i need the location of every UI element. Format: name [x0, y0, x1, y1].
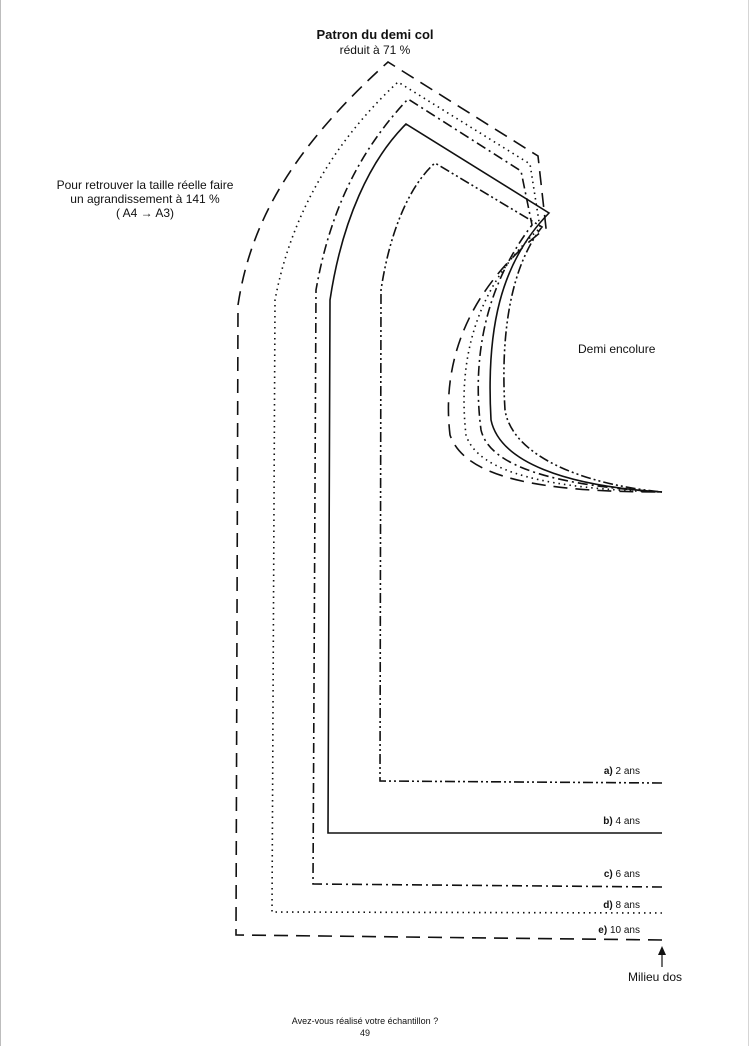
page-number: 49: [359, 1028, 370, 1038]
size-letter-e: e): [598, 925, 608, 936]
footer-question: Avez-vous réalisé votre échantillon ?: [291, 1016, 439, 1026]
pattern-line-size-4: [328, 124, 662, 833]
size-letter-c: c): [603, 869, 613, 880]
enlargement-note-line-1: Pour retrouver la taille réelle faire: [56, 178, 234, 192]
size-age-c: 6 ans: [615, 869, 640, 880]
center-back-arrow-head: [658, 946, 666, 955]
enlargement-note-line-3: ( A4 → A3): [115, 206, 175, 220]
pattern-line-size-8: [272, 82, 662, 913]
size-label-b: [520, 816, 640, 827]
size-label-c: [520, 869, 640, 880]
size-letter-d: d): [603, 900, 613, 911]
size-age-a: 2 ans: [615, 766, 640, 777]
neckline-label: Demi encolure: [578, 342, 656, 356]
size-age-d: 8 ans: [615, 900, 640, 911]
size-label-d: [520, 900, 640, 911]
size-letter-b: b): [603, 816, 613, 827]
pattern-line-size-2: [380, 163, 662, 783]
page-title: Patron du demi col: [316, 27, 434, 42]
size-label-e: [520, 925, 640, 936]
page-subtitle: réduit à 71 %: [339, 43, 411, 57]
size-age-e: 10 ans: [609, 925, 640, 936]
size-letter-a: a): [603, 766, 613, 777]
size-age-b: 4 ans: [615, 816, 640, 827]
enlargement-note-line-2: un agrandissement à 141 %: [70, 192, 220, 206]
size-label-a: [520, 766, 640, 777]
center-back-label: Milieu dos: [628, 970, 683, 984]
pattern-line-size-10: [236, 62, 662, 940]
